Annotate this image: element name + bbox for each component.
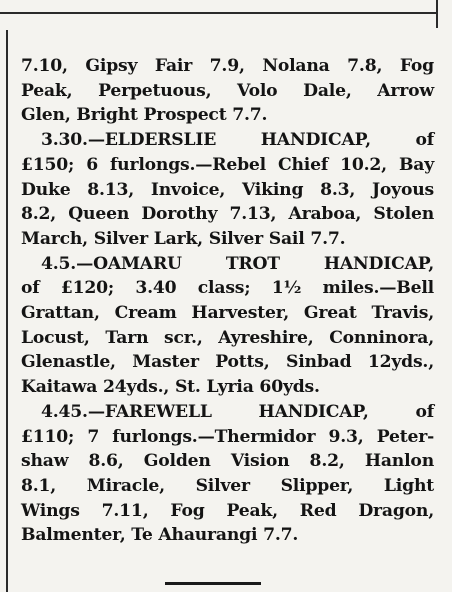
- text-line: Peak, Perpetuous, Volo Dale, Arrow: [21, 80, 434, 101]
- text-line: Duke 8.13, Invoice, Viking 8.3, Joyous: [21, 179, 434, 200]
- farewell-handicap-entry: [21, 400, 434, 548]
- top-column-rule: [0, 12, 438, 14]
- race-entries-column: [21, 54, 434, 548]
- oamaru-trot-handicap-entry: [21, 252, 434, 400]
- text-line: Locust, Tarn scr., Ayreshire, Conninora,: [21, 327, 434, 348]
- column-divider-left: [6, 30, 8, 592]
- text-line: Glen, Bright Prospect 7.7.: [21, 105, 268, 126]
- column-divider-top: [436, 0, 438, 28]
- text-line: of £120; 3.40 class; 1½ miles.—Bell: [21, 278, 434, 299]
- text-line: March, Silver Lark, Silver Sail 7.7.: [21, 228, 346, 249]
- text-line: Glenastle, Master Potts, Sinbad 12yds.,: [21, 352, 434, 373]
- race-heading-line: 3.30.—ELDERSLIE HANDICAP, of: [41, 130, 434, 151]
- text-line: Grattan, Cream Harvester, Great Travis,: [21, 303, 434, 324]
- text-line: Wings 7.11, Fog Peak, Red Dragon,: [21, 500, 434, 521]
- text-line: Balmenter, Te Ahaurangi 7.7.: [21, 525, 299, 546]
- continued-race-entry: [21, 54, 434, 128]
- text-line: 8.1, Miracle, Silver Slipper, Light: [21, 475, 434, 496]
- race-heading-line: 4.5.—OAMARU TROT HANDICAP,: [41, 253, 434, 274]
- text-line: £110; 7 furlongs.—Thermidor 9.3, Peter-: [21, 426, 434, 447]
- text-line: 7.10, Gipsy Fair 7.9, Nolana 7.8, Fog: [21, 56, 434, 76]
- text-line: 8.2, Queen Dorothy 7.13, Araboa, Stolen: [21, 204, 434, 225]
- race-heading-line: 4.45.—FAREWELL HANDICAP, of: [41, 401, 434, 422]
- end-of-article-rule: [165, 582, 261, 585]
- text-line: Kaitawa 24yds., St. Lyria 60yds.: [21, 377, 320, 398]
- elderslie-handicap-entry: [21, 128, 434, 252]
- text-line: shaw 8.6, Golden Vision 8.2, Hanlon: [21, 451, 434, 472]
- text-line: £150; 6 furlongs.—Rebel Chief 10.2, Bay: [21, 154, 434, 175]
